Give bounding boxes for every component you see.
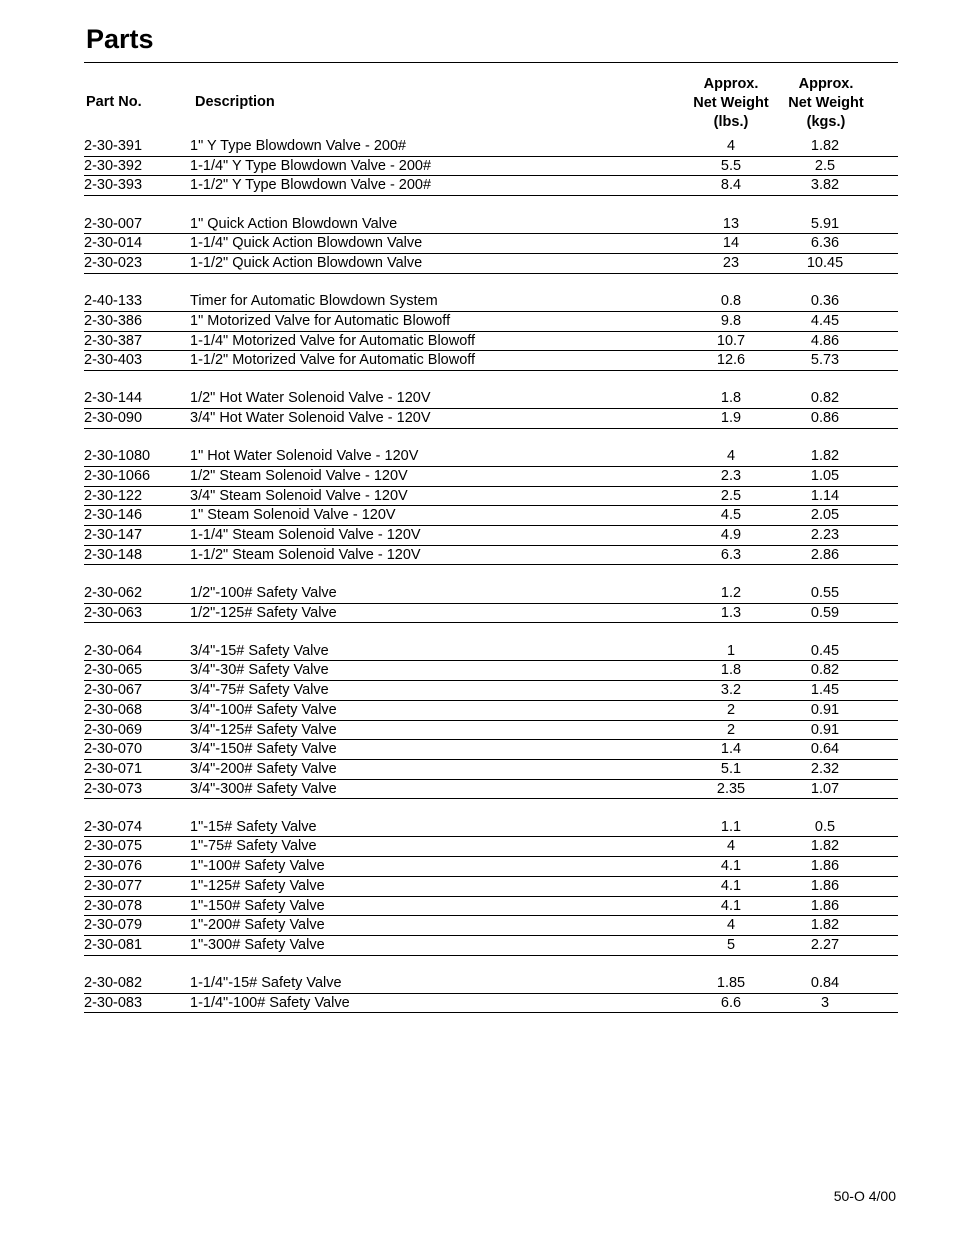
- header-line: Approx.: [703, 76, 759, 92]
- part-number: 2-30-392: [84, 157, 143, 174]
- column-header-part-no: Part No.: [86, 94, 142, 110]
- table-row: [84, 681, 898, 701]
- part-number: 2-30-386: [84, 312, 143, 329]
- table-row: [84, 877, 898, 897]
- weight-lbs: 6.3: [720, 546, 742, 563]
- table-row: [84, 780, 898, 800]
- part-number: 2-30-1080: [84, 448, 151, 465]
- weight-kgs: 3.82: [810, 177, 840, 194]
- table-row: [84, 584, 898, 604]
- part-description: 1-1/4" Motorized Valve for Automatic Blowoff: [190, 332, 476, 349]
- part-group: [84, 292, 898, 371]
- part-number: 2-30-387: [84, 332, 143, 349]
- weight-lbs: 10.7: [716, 332, 746, 349]
- header-line: Net Weight: [788, 95, 864, 111]
- weight-lbs: 5.1: [720, 760, 742, 777]
- table-row: [84, 642, 898, 662]
- part-description: 3/4"-300# Safety Valve: [190, 780, 337, 797]
- weight-kgs: 1.86: [810, 897, 840, 914]
- part-description: 1" Hot Water Solenoid Valve - 120V: [190, 448, 419, 465]
- weight-lbs: 4.5: [720, 507, 742, 524]
- table-row: [84, 487, 898, 507]
- part-description: 1-1/4"-15# Safety Valve: [190, 975, 342, 992]
- part-number: 2-30-075: [84, 838, 143, 855]
- part-number: 2-30-063: [84, 604, 143, 621]
- weight-lbs: 2: [726, 701, 736, 718]
- weight-kgs: 5.73: [810, 352, 840, 369]
- part-description: 1-1/2" Steam Solenoid Valve - 120V: [190, 546, 421, 563]
- part-number: 2-30-073: [84, 780, 143, 797]
- weight-kgs: 1.45: [810, 682, 840, 699]
- weight-kgs: 0.86: [810, 410, 840, 427]
- parts-table: [84, 137, 898, 1013]
- weight-lbs: 1.85: [716, 975, 746, 992]
- weight-lbs: 23: [722, 254, 740, 271]
- weight-lbs: 4.1: [720, 897, 742, 914]
- part-group: [84, 584, 898, 623]
- part-description: 3/4"-100# Safety Valve: [190, 701, 337, 718]
- table-row: [84, 467, 898, 487]
- part-description: 1"-75# Safety Valve: [190, 838, 317, 855]
- weight-kgs: 1.07: [810, 780, 840, 797]
- weight-lbs: 1.4: [720, 741, 742, 758]
- weight-kgs: 1.82: [810, 138, 840, 154]
- weight-lbs: 1.1: [720, 818, 742, 835]
- part-description: 1/2"-100# Safety Valve: [190, 584, 337, 601]
- part-number: 2-30-122: [84, 487, 143, 504]
- weight-lbs: 1.9: [720, 410, 742, 427]
- table-row: [84, 137, 898, 157]
- part-number: 2-30-090: [84, 410, 143, 427]
- weight-kgs: 4.86: [810, 332, 840, 349]
- weight-kgs: 0.55: [810, 584, 840, 601]
- table-row: [84, 215, 898, 235]
- table-row: [84, 351, 898, 371]
- weight-kgs: 0.91: [810, 721, 840, 738]
- weight-kgs: 1.86: [810, 858, 840, 875]
- part-number: 2-30-064: [84, 642, 143, 659]
- weight-lbs: 4: [726, 448, 736, 465]
- table-row: [84, 857, 898, 877]
- weight-kgs: 10.45: [806, 254, 844, 271]
- part-description: 1-1/4" Quick Action Blowdown Valve: [190, 235, 423, 252]
- weight-lbs: 13: [722, 215, 740, 232]
- weight-kgs: 2.23: [810, 527, 840, 543]
- weight-kgs: 1.82: [810, 448, 840, 465]
- table-row: [84, 447, 898, 467]
- part-description: 1"-15# Safety Valve: [190, 818, 317, 835]
- part-description: 1" Motorized Valve for Automatic Blowoff: [190, 312, 451, 329]
- part-group: [84, 215, 898, 274]
- part-description: 3/4" Hot Water Solenoid Valve - 120V: [190, 410, 431, 427]
- part-number: 2-30-144: [84, 390, 143, 407]
- part-number: 2-30-007: [84, 215, 143, 232]
- weight-lbs: 4: [726, 138, 736, 154]
- weight-lbs: 4: [726, 917, 736, 934]
- table-row: [84, 837, 898, 857]
- part-description: 3/4"-150# Safety Valve: [190, 741, 337, 758]
- part-number: 2-30-083: [84, 994, 143, 1011]
- weight-kgs: 0.5: [814, 818, 836, 835]
- part-description: 1/2" Hot Water Solenoid Valve - 120V: [190, 390, 431, 407]
- table-row: [84, 506, 898, 526]
- column-header-weight-kgs: [778, 75, 874, 132]
- part-number: 2-30-403: [84, 352, 143, 369]
- weight-kgs: 0.36: [810, 293, 840, 310]
- part-number: 2-30-147: [84, 527, 143, 543]
- table-row: [84, 740, 898, 760]
- table-row: [84, 409, 898, 429]
- weight-kgs: 6.36: [810, 235, 840, 252]
- weight-lbs: 1: [726, 642, 736, 659]
- part-description: 1"-125# Safety Valve: [190, 877, 325, 894]
- table-row: [84, 234, 898, 254]
- weight-lbs: 5.5: [720, 157, 742, 174]
- part-number: 2-30-081: [84, 936, 143, 953]
- weight-lbs: 0.8: [720, 293, 742, 310]
- weight-lbs: 4.1: [720, 877, 742, 894]
- weight-kgs: 5.91: [810, 215, 840, 232]
- part-description: 1-1/4"-100# Safety Valve: [190, 994, 350, 1011]
- title-divider: [84, 62, 898, 63]
- part-description: 3/4"-30# Safety Valve: [190, 662, 329, 679]
- part-number: 2-30-070: [84, 741, 143, 758]
- header-line: (lbs.): [713, 114, 749, 130]
- table-row: [84, 176, 898, 196]
- part-description: 1-1/2" Motorized Valve for Automatic Blowoff: [190, 352, 476, 369]
- part-description: 1" Steam Solenoid Valve - 120V: [190, 507, 396, 524]
- weight-lbs: 4.1: [720, 858, 742, 875]
- part-number: 2-30-077: [84, 877, 143, 894]
- part-number: 2-30-068: [84, 701, 143, 718]
- part-number: 2-40-133: [84, 293, 143, 310]
- weight-kgs: 2.86: [810, 546, 840, 563]
- weight-kgs: 0.84: [810, 975, 840, 992]
- part-description: 1"-100# Safety Valve: [190, 858, 325, 875]
- part-description: 1"-150# Safety Valve: [190, 897, 325, 914]
- part-description: 1-1/2" Quick Action Blowdown Valve: [190, 254, 423, 271]
- weight-kgs: 4.45: [810, 312, 840, 329]
- weight-lbs: 5: [726, 936, 736, 953]
- part-description: 3/4"-200# Safety Valve: [190, 760, 337, 777]
- table-row: [84, 332, 898, 352]
- weight-kgs: 1.82: [810, 917, 840, 934]
- table-row: [84, 974, 898, 994]
- part-group: [84, 137, 898, 196]
- part-number: 2-30-067: [84, 682, 143, 699]
- weight-lbs: 12.6: [716, 352, 746, 369]
- weight-lbs: 1.8: [720, 662, 742, 679]
- table-row: [84, 157, 898, 177]
- column-header-description: Description: [195, 94, 275, 110]
- part-number: 2-30-062: [84, 584, 143, 601]
- table-row: [84, 312, 898, 332]
- part-description: 1" Y Type Blowdown Valve - 200#: [190, 138, 407, 154]
- part-description: 3/4"-75# Safety Valve: [190, 682, 329, 699]
- weight-kgs: 0.45: [810, 642, 840, 659]
- weight-lbs: 1.2: [720, 584, 742, 601]
- part-number: 2-30-069: [84, 721, 143, 738]
- weight-kgs: 1.14: [810, 487, 840, 504]
- weight-lbs: 2: [726, 721, 736, 738]
- weight-lbs: 2.3: [720, 467, 742, 484]
- table-row: [84, 721, 898, 741]
- table-row: [84, 936, 898, 956]
- part-number: 2-30-023: [84, 254, 143, 271]
- part-group: [84, 447, 898, 565]
- part-description: 3/4" Steam Solenoid Valve - 120V: [190, 487, 408, 504]
- weight-kgs: 0.91: [810, 701, 840, 718]
- weight-kgs: 2.5: [814, 157, 836, 174]
- table-row: [84, 760, 898, 780]
- part-group: [84, 642, 898, 800]
- part-description: 1" Quick Action Blowdown Valve: [190, 215, 398, 232]
- weight-lbs: 3.2: [720, 682, 742, 699]
- page-title: Parts: [86, 24, 154, 54]
- part-description: Timer for Automatic Blowdown System: [190, 293, 438, 310]
- weight-lbs: 14: [722, 235, 740, 252]
- part-description: 1"-300# Safety Valve: [190, 936, 325, 953]
- weight-kgs: 2.32: [810, 760, 840, 777]
- weight-kgs: 0.64: [810, 741, 840, 758]
- weight-kgs: 1.05: [810, 467, 840, 484]
- table-row: [84, 818, 898, 838]
- part-group: [84, 389, 898, 428]
- table-row: [84, 661, 898, 681]
- table-row: [84, 604, 898, 624]
- part-number: 2-30-391: [84, 138, 143, 154]
- part-number: 2-30-078: [84, 897, 143, 914]
- footer-document-code: 50-O 4/00: [833, 1188, 896, 1204]
- part-number: 2-30-1066: [84, 467, 151, 484]
- part-number: 2-30-076: [84, 858, 143, 875]
- weight-lbs: 2.35: [716, 780, 746, 797]
- weight-kgs: 3: [820, 994, 830, 1011]
- table-row: [84, 994, 898, 1014]
- weight-lbs: 4.9: [720, 527, 742, 543]
- part-group: [84, 974, 898, 1013]
- header-line: Approx.: [798, 76, 854, 92]
- table-row: [84, 254, 898, 274]
- weight-kgs: 1.86: [810, 877, 840, 894]
- part-description: 3/4"-15# Safety Valve: [190, 642, 329, 659]
- part-number: 2-30-079: [84, 917, 143, 934]
- table-row: [84, 897, 898, 917]
- part-description: 1/2"-125# Safety Valve: [190, 604, 337, 621]
- weight-lbs: 8.4: [720, 177, 742, 194]
- part-description: 1/2" Steam Solenoid Valve - 120V: [190, 467, 408, 484]
- table-row: [84, 916, 898, 936]
- part-number: 2-30-065: [84, 662, 143, 679]
- header-line: Net Weight: [693, 95, 769, 111]
- weight-lbs: 6.6: [720, 994, 742, 1011]
- part-description: 1"-200# Safety Valve: [190, 917, 325, 934]
- table-row: [84, 701, 898, 721]
- weight-lbs: 4: [726, 838, 736, 855]
- weight-kgs: 0.82: [810, 390, 840, 407]
- weight-lbs: 1.8: [720, 390, 742, 407]
- weight-lbs: 1.3: [720, 604, 742, 621]
- weight-kgs: 0.82: [810, 662, 840, 679]
- part-number: 2-30-148: [84, 546, 143, 563]
- part-description: 1-1/4" Y Type Blowdown Valve - 200#: [190, 157, 432, 174]
- table-row: [84, 389, 898, 409]
- column-header-weight-lbs: [683, 75, 779, 132]
- weight-kgs: 2.05: [810, 507, 840, 524]
- part-number: 2-30-146: [84, 507, 143, 524]
- table-row: [84, 292, 898, 312]
- part-number: 2-30-082: [84, 975, 143, 992]
- weight-kgs: 2.27: [810, 936, 840, 953]
- header-line: (kgs.): [806, 114, 846, 130]
- part-description: 3/4"-125# Safety Valve: [190, 721, 337, 738]
- part-number: 2-30-071: [84, 760, 143, 777]
- weight-kgs: 0.59: [810, 604, 840, 621]
- part-description: 1-1/2" Y Type Blowdown Valve - 200#: [190, 177, 432, 194]
- part-description: 1-1/4" Steam Solenoid Valve - 120V: [190, 527, 421, 543]
- table-row: [84, 526, 898, 546]
- weight-kgs: 1.82: [810, 838, 840, 855]
- part-number: 2-30-393: [84, 177, 143, 194]
- part-group: [84, 818, 898, 956]
- table-row: [84, 546, 898, 566]
- part-number: 2-30-074: [84, 818, 143, 835]
- weight-lbs: 2.5: [720, 487, 742, 504]
- weight-lbs: 9.8: [720, 312, 742, 329]
- part-number: 2-30-014: [84, 235, 143, 252]
